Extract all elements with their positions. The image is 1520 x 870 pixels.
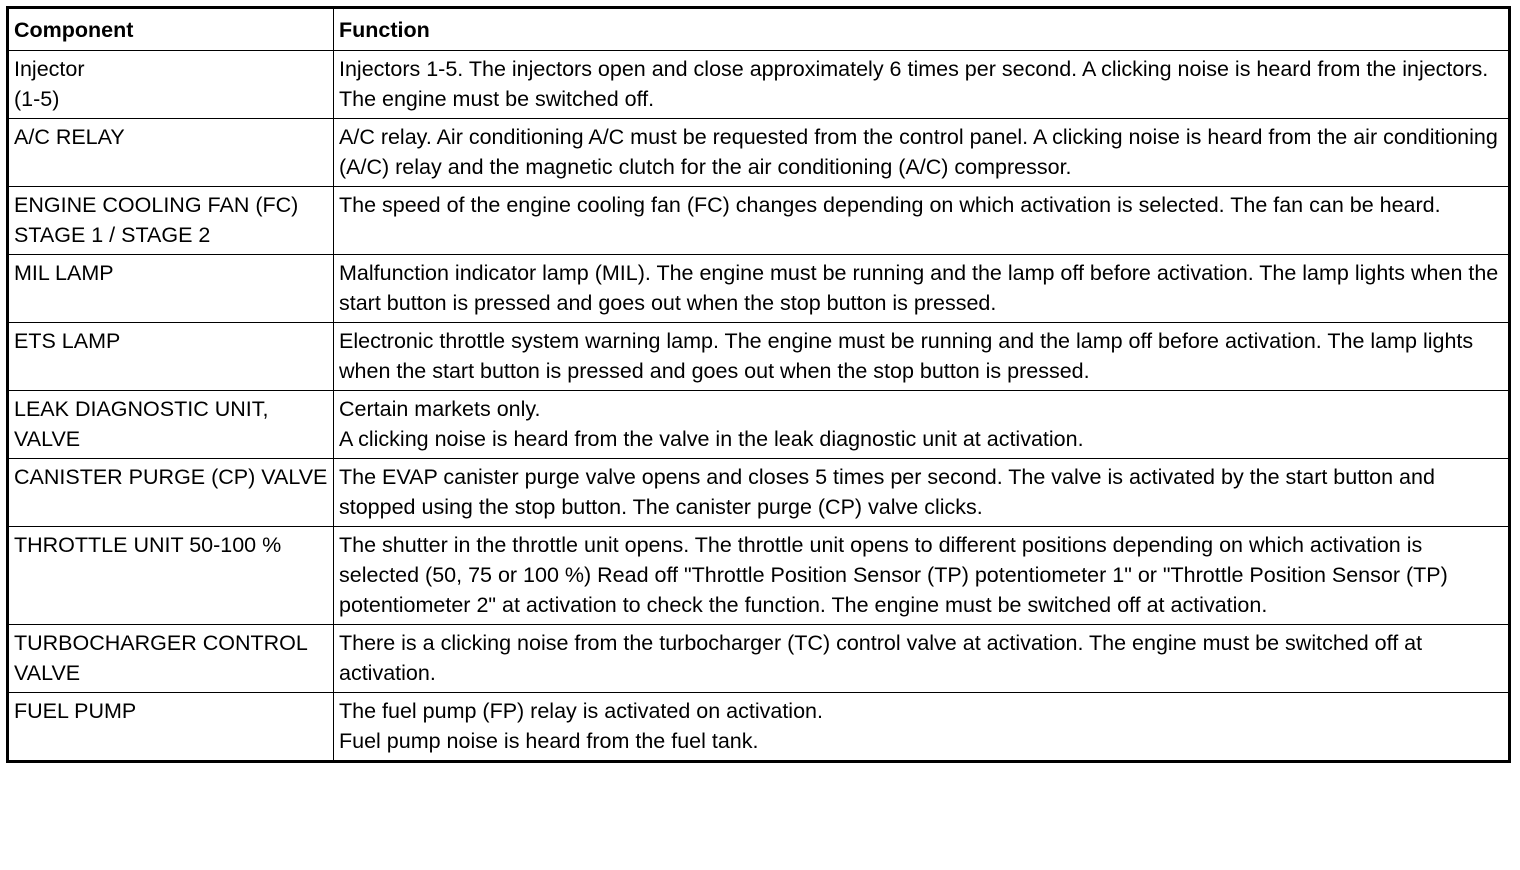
table-row <box>8 459 1510 527</box>
function-text: A clicking noise is heard from the valve in the leak diagnostic unit at activation. <box>339 427 1084 451</box>
component-text: A/C RELAY <box>14 125 125 149</box>
table-row <box>8 51 1510 119</box>
function-cell <box>334 391 1510 459</box>
function-cell <box>334 323 1510 391</box>
component-text: TURBOCHARGER CONTROL VALVE <box>14 631 308 685</box>
function-text: A/C relay. Air conditioning A/C must be requested from the control panel. A clicking noise is heard from the air conditioning (A/C) relay and the magnetic clutch for the air conditioning (A/C) compressor. <box>339 125 1498 179</box>
function-cell <box>334 119 1510 187</box>
table-row <box>8 527 1510 625</box>
function-cell <box>334 459 1510 527</box>
function-text: Fuel pump noise is heard from the fuel tank. <box>339 729 759 753</box>
component-text: FUEL PUMP <box>14 699 137 723</box>
component-cell <box>8 527 334 625</box>
function-text: The shutter in the throttle unit opens. The throttle unit opens to different positions depending on which activation is selected (50, 75 or 100 %) Read off "Throttle Position Sensor (TP) potentiometer 1" or "Throttle Position Sensor (TP) potentiometer 2" at activation to check the function. The engine must be switched off at activation. <box>339 533 1448 617</box>
function-text: The fuel pump (FP) relay is activated on activation. <box>339 699 823 723</box>
function-text: The speed of the engine cooling fan (FC) changes depending on which activation is selected. The fan can be heard. <box>339 193 1441 217</box>
function-text: The EVAP canister purge valve opens and closes 5 times per second. The valve is activated by the start button and stopped using the stop button. The canister purge (CP) valve clicks. <box>339 465 1435 519</box>
function-text: Electronic throttle system warning lamp. The engine must be running and the lamp off before activation. The lamp lights when the start button is pressed and goes out when the stop button is pressed. <box>339 329 1474 383</box>
component-text: MIL LAMP <box>14 261 114 285</box>
function-text: The engine must be switched off. <box>339 87 655 111</box>
function-cell <box>334 625 1510 693</box>
component-cell <box>8 255 334 323</box>
function-cell <box>334 255 1510 323</box>
function-cell <box>334 527 1510 625</box>
component-text: (1-5) <box>14 87 60 111</box>
component-text: Injector <box>14 57 85 81</box>
function-cell <box>334 187 1510 255</box>
component-cell <box>8 391 334 459</box>
table-header-row <box>8 8 1510 51</box>
function-text: Injectors 1-5. The injectors open and close approximately 6 times per second. A clicking noise is heard from the injectors. <box>339 57 1489 81</box>
header-function: Function <box>334 8 1510 51</box>
table-row <box>8 119 1510 187</box>
header-component: Component <box>8 8 334 51</box>
component-cell <box>8 187 334 255</box>
component-text: LEAK DIAGNOSTIC UNIT, VALVE <box>14 397 269 451</box>
component-text: CANISTER PURGE (CP) VALVE <box>14 465 328 489</box>
table-row <box>8 187 1510 255</box>
component-cell <box>8 51 334 119</box>
component-cell <box>8 693 334 762</box>
table-row <box>8 391 1510 459</box>
component-cell <box>8 119 334 187</box>
table-row <box>8 693 1510 762</box>
component-text: ETS LAMP <box>14 329 121 353</box>
function-cell <box>334 693 1510 762</box>
function-text: Malfunction indicator lamp (MIL). The engine must be running and the lamp off before activation. The lamp lights when the start button is pressed and goes out when the stop button is pressed. <box>339 261 1499 315</box>
component-text: ENGINE COOLING FAN (FC) STAGE 1 / STAGE 2 <box>14 193 299 247</box>
function-text: There is a clicking noise from the turbocharger (TC) control valve at activation. The engine must be switched off at activation. <box>339 631 1423 685</box>
function-cell <box>334 51 1510 119</box>
component-text: THROTTLE UNIT 50-100 % <box>14 533 282 557</box>
function-text: Certain markets only. <box>339 397 541 421</box>
component-cell <box>8 459 334 527</box>
table-row <box>8 255 1510 323</box>
table-row <box>8 323 1510 391</box>
component-function-table <box>6 6 1511 763</box>
component-cell <box>8 323 334 391</box>
table-row <box>8 625 1510 693</box>
component-cell <box>8 625 334 693</box>
